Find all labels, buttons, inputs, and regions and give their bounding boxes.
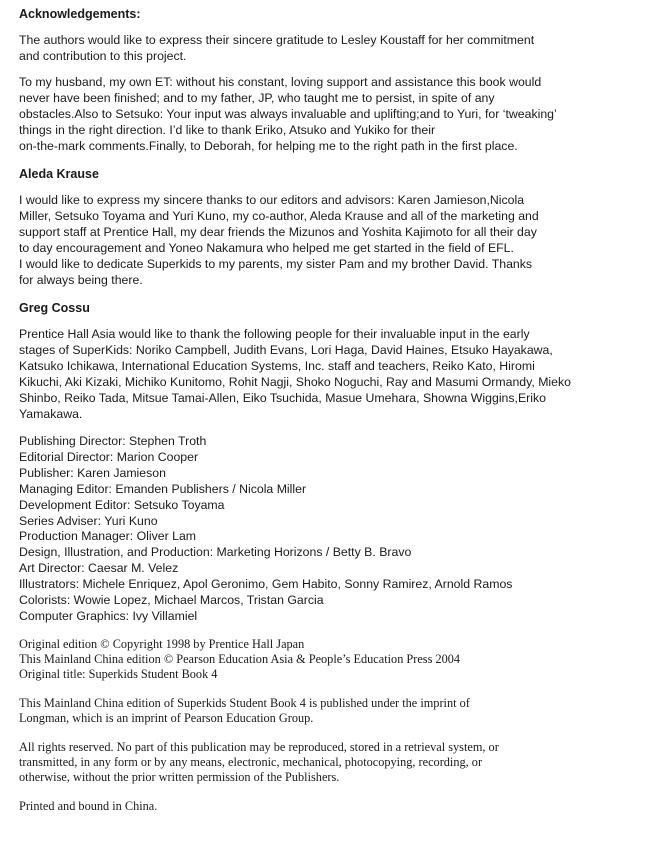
aleda-line: obstacles.Also to Setsuko: Your input was always invaluable and uplifting;and to Yuri, for ‘tweaking’ bbox=[19, 107, 557, 121]
prentice-line: Kikuchi, Aki Kizaki, Michiko Kunitomo, Rohit Nagji, Shoko Noguchi, Ray and Masumi Ormandy, Mieko bbox=[19, 375, 571, 389]
prentice-line: Katsuko Ichikawa, International Education Systems, Inc. staff and teachers, Reiko Kato, Hiromi bbox=[19, 359, 535, 373]
greg-line: Miller, Setsuko Toyama and Yuri Kuno, my co-author, Aleda Krause and all of the marketing and bbox=[19, 209, 539, 223]
rights-line: otherwise, without the prior written permission of the Publishers. bbox=[19, 769, 340, 784]
credit-production-manager: Production Manager: Oliver Lam bbox=[19, 529, 197, 544]
imprint-line: This Mainland China edition of Superkids Student Book 4 is published under the imprint of bbox=[19, 695, 470, 710]
credit-illustrators: Illustrators: Michele Enriquez, Apol Geronimo, Gem Habito, Sonny Ramirez, Arnold Ramos bbox=[19, 577, 513, 592]
imprint-line: Longman, which is an imprint of Pearson Education Group. bbox=[19, 710, 314, 725]
edition-info bbox=[19, 637, 639, 682]
china-edition-line: This Mainland China edition © Pearson Education Asia & People’s Education Press 2004 bbox=[19, 651, 461, 666]
intro-line: The authors would like to express their sincere gratitude to Lesley Koustaff for her commitment bbox=[19, 33, 535, 47]
original-edition-line: Original edition © Copyright 1998 by Prentice Hall Japan bbox=[19, 636, 305, 651]
prentice-line: Yamakawa. bbox=[19, 407, 83, 421]
credit-publisher: Publisher: Karen Jamieson bbox=[19, 465, 166, 480]
greg-line: to day encouragement and Yoneo Nakamura who helped me get started in the field of EFL. bbox=[19, 241, 514, 255]
original-title-line: Original title: Superkids Student Book 4 bbox=[19, 666, 218, 681]
prentice-line: Prentice Hall Asia would like to thank the following people for their invaluable input in the early bbox=[19, 327, 530, 341]
aleda-line: To my husband, my own ET: without his constant, loving support and assistance this book would bbox=[19, 75, 542, 89]
credit-series-adviser: Series Adviser: Yuri Kuno bbox=[19, 513, 158, 528]
aleda-line: things in the right direction. I’d like to thank Eriko, Atsuko and Yukiko for their bbox=[19, 123, 436, 137]
credit-design: Design, Illustration, and Production: Marketing Horizons / Betty B. Bravo bbox=[19, 545, 412, 560]
credit-managing-editor: Managing Editor: Emanden Publishers / Nicola Miller bbox=[19, 481, 307, 496]
aleda-line: on-the-mark comments.Finally, to Deborah, for helping me to the right path in the first place. bbox=[19, 139, 518, 153]
aleda-krause-name: Aleda Krause bbox=[19, 167, 99, 181]
rights-line: transmitted, in any form or by any means, electronic, mechanical, photocopying, recording, or bbox=[19, 754, 483, 769]
printed-notice: Printed and bound in China. bbox=[19, 798, 158, 813]
greg-paragraph bbox=[19, 192, 639, 288]
prentice-line: stages of SuperKids: Noriko Campbell, Judith Evans, Lori Haga, David Haines, Etsuko Hayakawa, bbox=[19, 343, 553, 357]
aleda-paragraph bbox=[19, 74, 639, 154]
imprint-info bbox=[19, 696, 639, 726]
credit-development-editor: Development Editor: Setsuko Toyama bbox=[19, 497, 225, 512]
intro-paragraph bbox=[19, 32, 639, 64]
greg-line: I would like to dedicate Superkids to my parents, my sister Pam and my brother David. Thanks bbox=[19, 257, 533, 271]
credit-editorial-director: Editorial Director: Marion Cooper bbox=[19, 449, 199, 464]
greg-line: I would like to express my sincere thanks to our editors and advisors: Karen Jamieson,Nicola bbox=[19, 193, 525, 207]
credit-art-director: Art Director: Caesar M. Velez bbox=[19, 561, 179, 576]
prentice-line: Shinbo, Reiko Tada, Mitsue Tamai-Allen, Eiko Tsuchida, Masue Umehara, Showna Wiggins,Eriko bbox=[19, 391, 546, 405]
greg-line: support staff at Prentice Hall, my dear friends the Mizunos and Yoshita Kajimoto for all their day bbox=[19, 225, 537, 239]
greg-line: for always being there. bbox=[19, 273, 143, 287]
aleda-line: never have been finished; and to my father, JP, who taught me to persist, in spite of any bbox=[19, 91, 495, 105]
rights-line: All rights reserved. No part of this publication may be reproduced, stored in a retrieval system, or bbox=[19, 739, 499, 754]
credits-list bbox=[19, 434, 639, 625]
acknowledgements-page bbox=[19, 6, 639, 814]
rights-notice bbox=[19, 740, 639, 785]
acknowledgements-heading: Acknowledgements: bbox=[19, 7, 141, 21]
credit-computer-graphics: Computer Graphics: Ivy Villamiel bbox=[19, 608, 198, 623]
greg-cossu-name: Greg Cossu bbox=[19, 301, 90, 315]
credit-publishing-director: Publishing Director: Stephen Troth bbox=[19, 434, 207, 448]
intro-line: and contribution to this project. bbox=[19, 49, 187, 63]
credit-colorists: Colorists: Wowie Lopez, Michael Marcos, Tristan Garcia bbox=[19, 593, 324, 608]
prentice-hall-paragraph bbox=[19, 326, 639, 422]
